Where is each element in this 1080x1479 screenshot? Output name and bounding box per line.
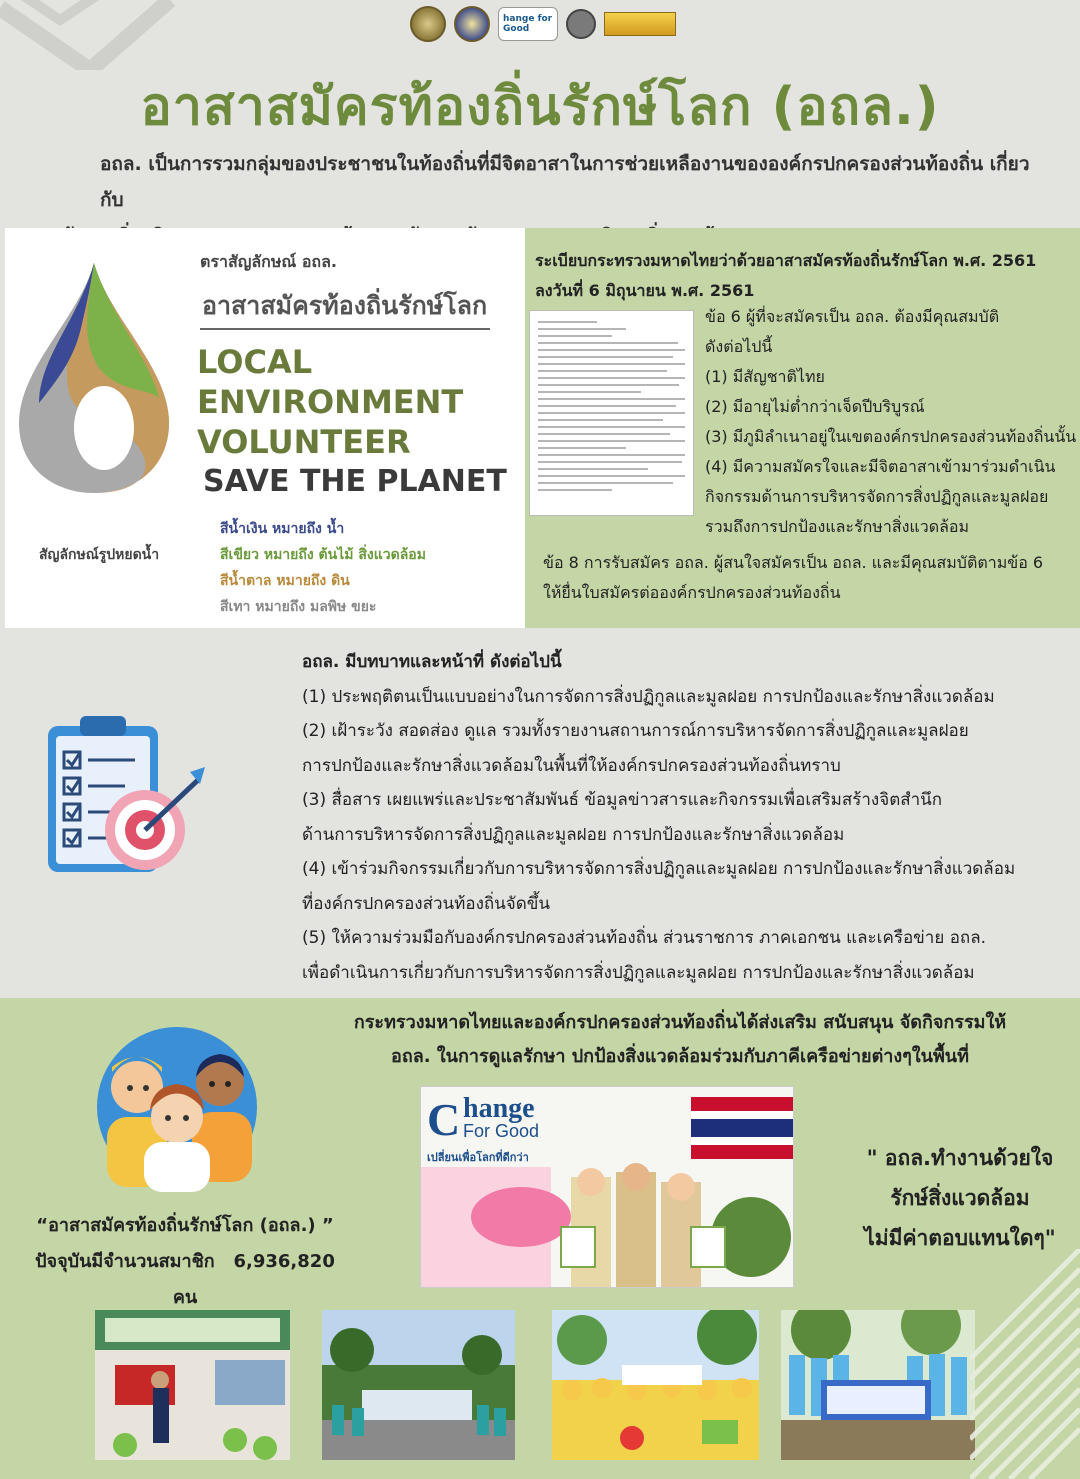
members-unit: คน bbox=[172, 1287, 198, 1308]
divider bbox=[200, 328, 490, 330]
banner-logo bbox=[604, 12, 676, 36]
header-logos bbox=[410, 6, 676, 42]
regulation-date: ลงวันที่ 6 มิถุนายน พ.ศ. 2561 bbox=[535, 281, 755, 300]
roles-line: ที่องค์กรปกครองส่วนท้องถิ่นจัดขึ้น bbox=[302, 893, 551, 914]
color-meaning-blue: สีน้ำเงิน หมายถึง น้ำ bbox=[220, 521, 345, 537]
document-text-line bbox=[538, 489, 612, 491]
corner-stripe-decoration bbox=[0, 0, 180, 70]
roles-line: ด้านการบริหารจัดการสิ่งปฏิกูลและมูลฝอย การปกป้องและรักษาสิ่งแวดล้อม bbox=[302, 824, 845, 845]
roles-line: (4) เข้าร่วมกิจกรรมเกี่ยวกับการบริหารจัดการสิ่งปฏิกูลและมูลฝอย การปกป้องและรักษาสิ่งแวดล้อม bbox=[302, 859, 1016, 879]
activity-photo-3-image bbox=[552, 1310, 759, 1460]
regulation-line: (1) มีสัญชาติไทย bbox=[705, 367, 825, 386]
activity-photo-1-image bbox=[95, 1310, 290, 1460]
regulation-line: (2) มีอายุไม่ต่ำกว่าเจ็ดปีบริบูรณ์ bbox=[705, 397, 925, 416]
members-info bbox=[20, 1208, 350, 1316]
document-text-line bbox=[538, 405, 676, 407]
quote-line: " อถล.ทำงานด้วยใจ bbox=[866, 1146, 1054, 1170]
promotion-text bbox=[290, 1006, 1070, 1074]
color-meaning-gray: สีเทา หมายถึง มลพิษ ขยะ bbox=[220, 599, 377, 615]
document-text-line bbox=[538, 363, 685, 365]
promotion-line: อถล. ในการดูแลรักษา ปกป้องสิ่งแวดล้อมร่วมกับภาคีเครือข่ายต่างๆในพื้นที่ bbox=[391, 1046, 969, 1067]
document-text-line bbox=[538, 426, 685, 428]
regulation-line: ดังต่อไปนี้ bbox=[705, 337, 773, 356]
activity-photo-4 bbox=[781, 1310, 975, 1460]
brand-thai-name: อาสาสมัครท้องถิ่นรักษ์โลก bbox=[202, 291, 488, 320]
regulation-line: ให้ยื่นใบสมัครต่อองค์กรปกครองส่วนท้องถิ่น bbox=[543, 583, 841, 602]
color-meaning-green: สีเขียว หมายถึง ต้นไม้ สิ่งแวดล้อม bbox=[220, 547, 426, 563]
regulation-line: ข้อ 8 การรับสมัคร อถล. ผู้สนใจสมัครเป็น อถล. และมีคุณสมบัติตามข้อ 6 bbox=[543, 553, 1044, 572]
volunteer-quote bbox=[850, 1138, 1070, 1258]
document-text-line bbox=[538, 461, 682, 463]
members-label: ปัจจุบันมีจำนวนสมาชิก bbox=[35, 1251, 215, 1272]
regulation-heading bbox=[535, 246, 1075, 306]
activity-photo-3 bbox=[552, 1310, 759, 1460]
intro-line-1: อถล. เป็นการรวมกลุ่มของประชาชนในท้องถิ่นที่มีจิตอาสาในการช่วยเหลืองานขององค์กรปกครองส่วนท้องถิ่น เกี่ยวกับ bbox=[100, 153, 1030, 211]
campaign-brand-hange: hange bbox=[463, 1093, 535, 1124]
document-text-line bbox=[538, 328, 626, 330]
change-for-good-campaign-photo bbox=[420, 1086, 794, 1288]
campaign-slogan: เปลี่ยนเพื่อโลกที่ดีกว่า bbox=[427, 1151, 529, 1164]
roles-line: (5) ให้ความร่วมมือกับองค์กรปกครองส่วนท้องถิ่น ส่วนราชการ ภาคเอกชน และเครือข่าย อถล. bbox=[302, 928, 987, 948]
regulation-document-thumbnail bbox=[529, 310, 694, 516]
checklist-target-icon bbox=[40, 712, 210, 882]
roles-line: (2) เฝ้าระวัง สอดส่อง ดูแล รวมทั้งรายงานสถานการณ์การบริหารจัดการสิ่งปฏิกูลและมูลฝอย bbox=[302, 721, 969, 741]
promotion-line: กระทรวงมหาดไทยและองค์กรปกครองส่วนท้องถิ่นได้ส่งเสริม สนับสนุน จัดกิจกรรมให้ bbox=[353, 1012, 1007, 1033]
water-drop-logo-icon bbox=[9, 258, 179, 498]
regulation-title: ระเบียบกระทรวงมหาดไทยว่าด้วยอาสาสมัครท้องถิ่นรักษ์โลก พ.ศ. 2561 bbox=[535, 251, 1037, 270]
document-text-line bbox=[538, 454, 685, 456]
document-text-line bbox=[538, 391, 641, 393]
activity-photo-2 bbox=[322, 1310, 515, 1460]
activity-photo-2-image bbox=[322, 1310, 515, 1460]
regulation-items bbox=[705, 302, 1075, 542]
document-text-line bbox=[538, 447, 626, 449]
regulation-panel bbox=[525, 228, 1080, 628]
quote-line: ไม่มีค่าตอบแทนใดๆ" bbox=[864, 1226, 1056, 1250]
regulation-line: (3) มีภูมิลำเนาอยู่ในเขตองค์กรปกครองส่วนท้องถิ่นนั้น bbox=[705, 427, 1077, 446]
document-text-line bbox=[538, 335, 612, 337]
promotion-panel bbox=[0, 998, 1080, 1479]
document-text-line bbox=[538, 412, 685, 414]
document-text-line bbox=[538, 419, 663, 421]
quote-line: รักษ์สิ่งแวดล้อม bbox=[890, 1186, 1030, 1210]
activity-gallery bbox=[95, 1310, 975, 1460]
change-for-good-logo: hange for Good bbox=[498, 7, 558, 41]
members-count-line bbox=[20, 1244, 350, 1316]
brand-english-line: LOCAL bbox=[197, 343, 313, 381]
volunteers-group-icon bbox=[92, 1022, 262, 1192]
regulation-line: รวมถึงการปกป้องและรักษาสิ่งแวดล้อม bbox=[705, 517, 970, 536]
document-text-line bbox=[538, 482, 673, 484]
roles-line: เพื่อดำเนินการเกี่ยวกับการบริหารจัดการสิ่งปฏิกูลและมูลฝอย การปกป้องและรักษาสิ่งแวดล้อม bbox=[302, 962, 975, 983]
brand-english-line: VOLUNTEER bbox=[197, 423, 411, 461]
color-meaning-brown: สีน้ำตาล หมายถึง ดิน bbox=[220, 573, 350, 589]
brand-english-line: ENVIRONMENT bbox=[197, 383, 464, 421]
seal-ministry-icon bbox=[410, 6, 446, 42]
campaign-brand-c: C bbox=[427, 1094, 461, 1145]
brand-heading: ตราสัญลักษณ์ อถล. bbox=[200, 252, 337, 271]
campaign-brand-forgood: For Good bbox=[463, 1121, 540, 1141]
color-meaning-list bbox=[220, 516, 426, 620]
document-text-line bbox=[538, 349, 685, 351]
roles-line: การปกป้องและรักษาสิ่งแวดล้อมในพื้นที่ให้องค์กรปกครองส่วนท้องถิ่นทราบ bbox=[302, 755, 841, 776]
members-title: “อาสาสมัครท้องถิ่นรักษ์โลก (อถล.) ” bbox=[36, 1215, 334, 1236]
roles-heading: อถล. มีบทบาทและหน้าที่ ดังต่อไปนี้ bbox=[302, 652, 562, 672]
brand-english-name bbox=[197, 342, 463, 462]
seal-department-icon bbox=[454, 6, 490, 42]
activity-photo-1 bbox=[95, 1310, 290, 1460]
document-text-line bbox=[538, 370, 667, 372]
roles-line: (1) ประพฤติตนเป็นแบบอย่างในการจัดการสิ่งปฏิกูลและมูลฝอย การปกป้องและรักษาสิ่งแวดล้อม bbox=[302, 686, 995, 707]
document-text-line bbox=[538, 398, 685, 400]
document-text-line bbox=[538, 475, 685, 477]
document-text-line bbox=[538, 384, 679, 386]
document-text-line bbox=[538, 342, 678, 344]
regulation-item-8 bbox=[543, 548, 1073, 608]
brand-panel bbox=[5, 228, 525, 628]
document-text-line bbox=[538, 433, 670, 435]
roles-section bbox=[302, 645, 1072, 990]
document-text-line bbox=[538, 377, 685, 379]
document-text-line bbox=[538, 356, 673, 358]
drop-caption: สัญลักษณ์รูปหยดน้ำ bbox=[39, 547, 160, 563]
regulation-line: (4) มีความสมัครใจและมีจิตอาสาเข้ามาร่วมดำเนิน bbox=[705, 457, 1056, 476]
document-text-line bbox=[538, 321, 597, 323]
round-emblem-icon bbox=[566, 9, 596, 39]
regulation-line: กิจกรรมด้านการบริหารจัดการสิ่งปฏิกูลและมูลฝอย bbox=[705, 487, 1049, 506]
activity-photo-4-image bbox=[781, 1310, 975, 1460]
corner-stripe-decoration bbox=[970, 1249, 1080, 1479]
document-text-line bbox=[538, 440, 685, 442]
campaign-photo-image bbox=[421, 1087, 794, 1288]
regulation-line: ข้อ 6 ผู้ที่จะสมัครเป็น อถล. ต้องมีคุณสมบัติ bbox=[705, 307, 1000, 326]
brand-tagline: SAVE THE PLANET bbox=[203, 464, 507, 499]
page-title: อาสาสมัครท้องถิ่นรักษ์โลก (อถล.) bbox=[140, 77, 940, 137]
members-count: 6,936,820 bbox=[233, 1251, 335, 1272]
document-text-line bbox=[538, 468, 648, 470]
roles-line: (3) สื่อสาร เผยแพร่และประชาสัมพันธ์ ข้อมูลข่าวสารและกิจกรรมเพื่อเสริมสร้างจิตสำนึก bbox=[302, 790, 943, 810]
